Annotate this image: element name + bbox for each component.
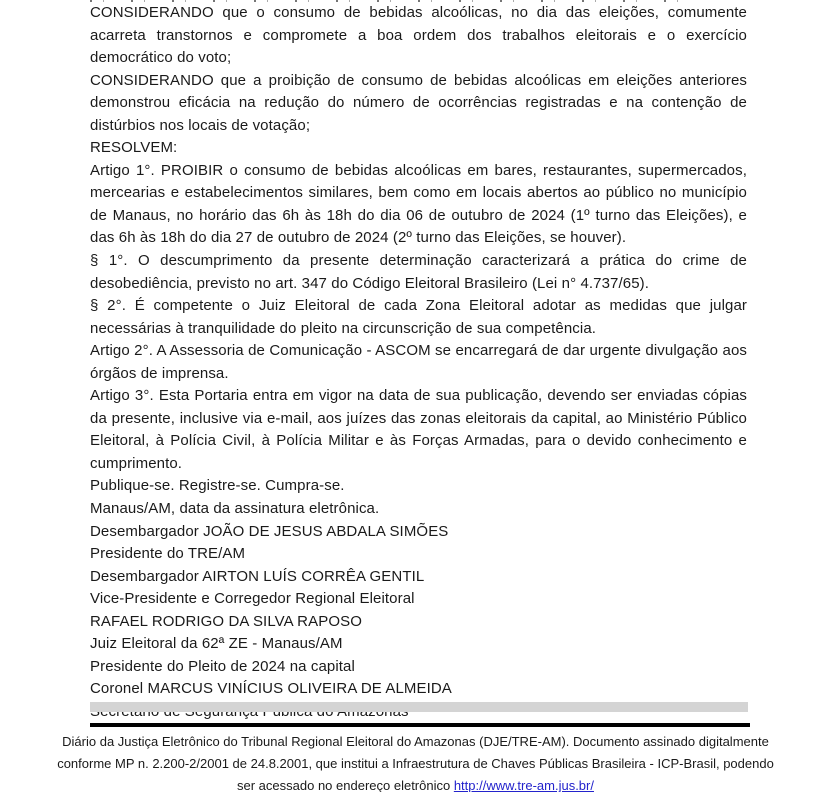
signature-name-2: Desembargador AIRTON LUÍS CORRÊA GENTIL (90, 567, 425, 585)
paragraph-par-1: § 1°. O descumprimento da presente determinação caracterizará a prática do crime de desobediência, previsto no art. 347 do Código Eleitoral Brasileiro (Lei n° 4.737/65). (90, 252, 747, 292)
paragraph-par-2: § 2°. É competente o Juiz Eleitoral de cada Zona Eleitoral adotar as medidas que julgar necessárias à tranquilidade do pleito na circunscrição de sua competência. (90, 297, 747, 337)
signature-role-1: Presidente do TRE/AM (90, 545, 246, 563)
paragraph-resolvem: RESOLVEM: (90, 139, 178, 157)
signature-role-3b: Presidente do Pleito de 2024 na capital (90, 657, 355, 675)
footer (45, 731, 786, 792)
separator-highlight-bar (90, 702, 748, 712)
footer-line-3 (45, 775, 786, 792)
signature-name-4: Coronel MARCUS VINÍCIUS OLIVEIRA DE ALMEIDA (90, 680, 452, 698)
paragraph-local-data: Manaus/AM, data da assinatura eletrônica. (90, 500, 380, 518)
paragraph-artigo-3: Artigo 3°. Esta Portaria entra em vigor na data de sua publicação, devendo ser enviadas cópias da presente, inclusive via e-mail, aos juízes das zonas eleitorais da capital, ao Ministério Público Eleitoral, à Polícia Civil, à Polícia Militar e às Forças Armadas, para o devido conhecimento e cumprimento. (90, 387, 747, 472)
footer-line-1: Diário da Justiça Eletrônico do Tribunal Regional Eleitoral do Amazonas (DJE/TRE-AM). Documento assinado digitalmente (62, 734, 769, 749)
footer-line-2: conforme MP n. 2.200-2/2001 de 24.8.2001, que institui a Infraestrutura de Chaves Públicas Brasileira - ICP-Brasil, podendo (57, 756, 774, 771)
footer-divider (90, 723, 750, 727)
paragraph-considerando-1: CONSIDERANDO que o consumo de bebidas alcoólicas, no dia das eleições, comumente acarreta transtornos e compromete a boa ordem dos trabalhos eleitorais e o exercício democrático do voto; (90, 4, 747, 67)
paragraph-considerando-2: CONSIDERANDO que a proibição de consumo de bebidas alcoólicas em eleições anteriores demonstrou eficácia na redução do número de ocorrências registradas e na contenção de distúrbios nos locais de votação; (90, 71, 747, 134)
document-body (90, 2, 747, 724)
signature-role-2: Vice-Presidente e Corregedor Regional Eleitoral (90, 590, 415, 608)
footer-line-3-text: ser acessado no endereço eletrônico (237, 778, 454, 792)
signature-role-3a: Juiz Eleitoral da 62ª ZE - Manaus/AM (90, 635, 343, 653)
paragraph-publique-se: Publique-se. Registre-se. Cumpra-se. (90, 477, 345, 495)
footer-link[interactable]: http://www.tre-am.jus.br/ (453, 778, 594, 792)
paragraph-artigo-2: Artigo 2°. A Assessoria de Comunicação - ASCOM se encarregará de dar urgente divulgação aos órgãos de imprensa. (90, 342, 747, 382)
signature-name-3: RAFAEL RODRIGO DA SILVA RAPOSO (90, 612, 362, 630)
signature-name-1: Desembargador JOÃO DE JESUS ABDALA SIMÕES (90, 522, 449, 540)
paragraph-artigo-1: Artigo 1°. PROIBIR o consumo de bebidas alcoólicas em bares, restaurantes, supermercados, mercearias e estabelecimentos similares, bem como em locais abertos ao público no município de Manaus, no horário das 6h às 18h do dia 06 de outubro de 2024 (1º turno das Eleições), e das 6h às 18h do dia 27 de outubro de 2024 (2º turno das Eleições, se houver). (90, 161, 747, 247)
